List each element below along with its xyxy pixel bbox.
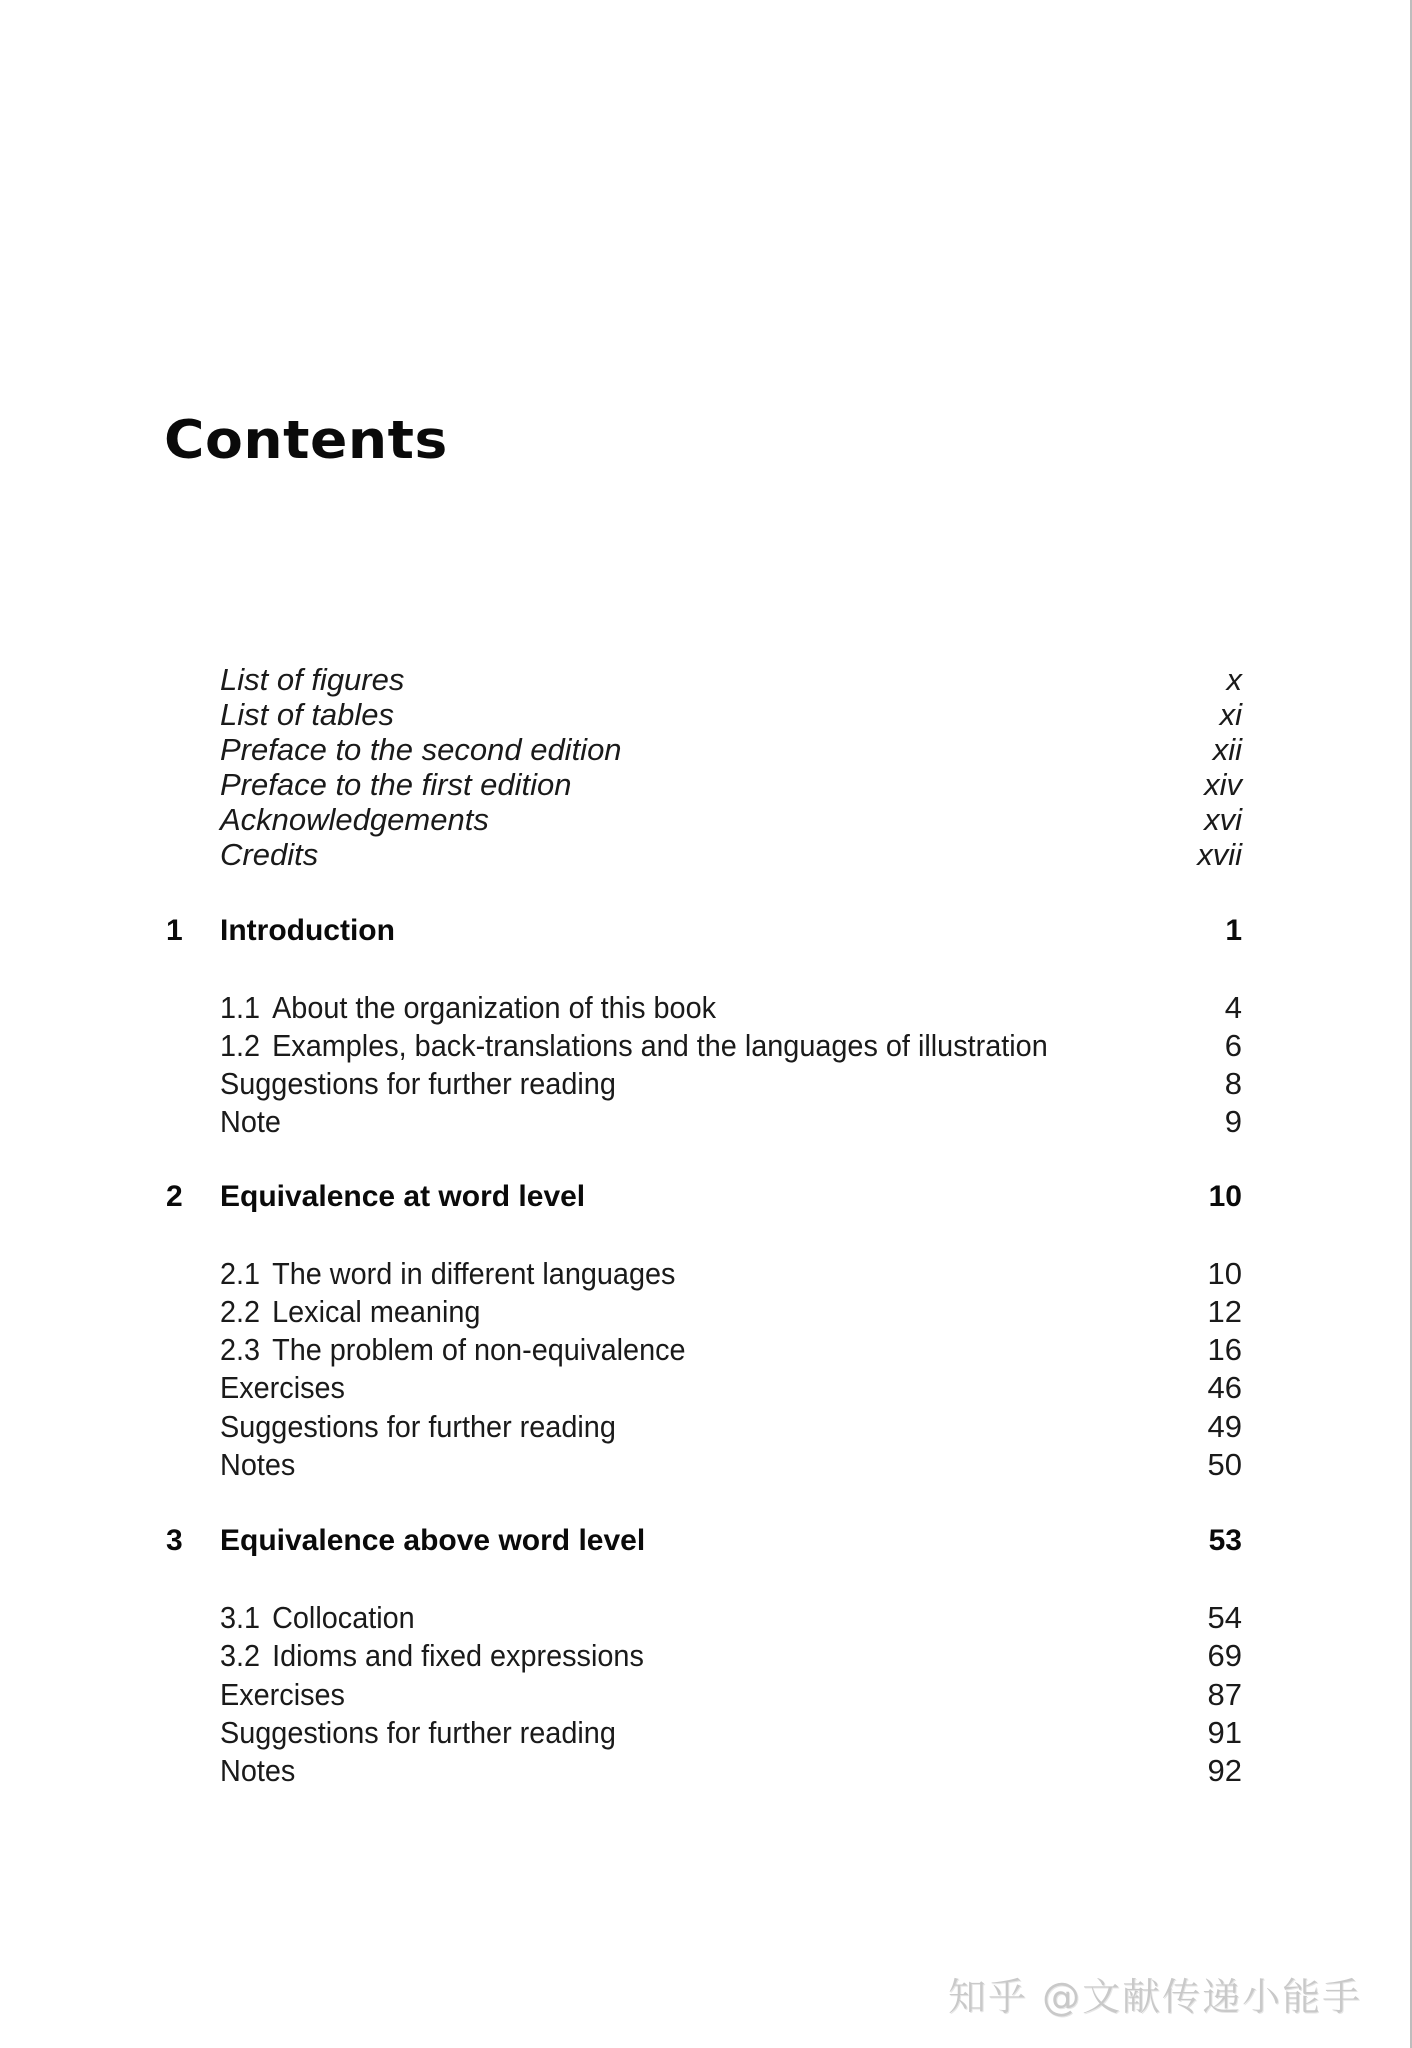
toc-entry-2-3[interactable] [0, 1330, 1412, 1370]
toc-entry-2-further-reading[interactable] [0, 1407, 1412, 1447]
chapter-heading-2[interactable] [0, 1177, 1412, 1217]
toc-entry-3-exercises[interactable] [0, 1675, 1412, 1715]
chapter-title: Introduction [220, 914, 395, 947]
toc-entry-preface-second-edition[interactable] [0, 730, 1412, 770]
chapter-number: 3 [166, 1524, 183, 1557]
toc-entry-label [220, 1254, 675, 1294]
toc-entry-label: Suggestions for further reading [220, 1409, 616, 1444]
toc-entry-page: 50 [1207, 1447, 1242, 1482]
chapter-page: 10 [1208, 1180, 1242, 1213]
section-number: 1.2 [220, 1028, 261, 1063]
toc-entry-label [220, 1026, 1048, 1066]
chapter-page: 1 [1225, 914, 1242, 947]
toc-entry-2-exercises[interactable] [0, 1368, 1412, 1408]
section-number: 2.1 [220, 1256, 261, 1291]
toc-entry-1-note[interactable] [0, 1102, 1412, 1142]
section-number: 1.1 [220, 990, 261, 1025]
chapter-heading-1[interactable] [0, 911, 1412, 951]
chapter-title: Equivalence above word level [220, 1524, 646, 1557]
toc-entry-page: x [1226, 662, 1242, 697]
section-number: 3.1 [220, 1600, 261, 1635]
toc-entry-page: 9 [1224, 1104, 1242, 1139]
toc-entry-2-notes[interactable] [0, 1445, 1412, 1485]
toc-entry-1-further-reading[interactable] [0, 1064, 1412, 1104]
page-title: Contents [164, 409, 448, 471]
toc-entry-label: List of figures [220, 662, 405, 697]
toc-entry-label: Suggestions for further reading [220, 1066, 616, 1101]
toc-entry-label: Exercises [220, 1370, 345, 1405]
toc-entry-page: 12 [1207, 1294, 1242, 1329]
toc-entry-page: 16 [1207, 1332, 1242, 1367]
toc-entry-page: xi [1219, 697, 1242, 732]
toc-entry-list-of-tables[interactable] [0, 695, 1412, 735]
toc-entry-label [220, 988, 716, 1028]
section-title: The word in different languages [272, 1256, 676, 1291]
toc-entry-label: Suggestions for further reading [220, 1715, 616, 1750]
section-number: 3.2 [220, 1638, 261, 1673]
toc-entry-page: 69 [1207, 1638, 1242, 1673]
toc-entry-label: List of tables [220, 697, 395, 732]
section-number: 2.3 [220, 1332, 261, 1367]
toc-entry-label [220, 1330, 686, 1370]
toc-entry-page: 91 [1207, 1715, 1242, 1750]
toc-entry-label: Credits [220, 837, 319, 872]
chapter-page: 53 [1208, 1524, 1242, 1557]
toc-entry-3-further-reading[interactable] [0, 1713, 1412, 1753]
chapter-number: 2 [166, 1180, 183, 1213]
watermark-text: 知乎 @文献传递小能手 [948, 1975, 1363, 2019]
toc-entry-3-notes[interactable] [0, 1751, 1412, 1791]
chapter-heading-3[interactable] [0, 1521, 1412, 1561]
toc-entry-label: Exercises [220, 1677, 345, 1712]
toc-entry-page: 6 [1224, 1028, 1242, 1063]
toc-entry-3-1[interactable] [0, 1598, 1412, 1638]
toc-entry-label [220, 1598, 415, 1638]
chapter-number: 1 [166, 914, 183, 947]
toc-entry-page: 49 [1207, 1409, 1242, 1444]
section-title: Examples, back-translations and the languages of illustration [272, 1028, 1048, 1063]
toc-entry-label [220, 1292, 480, 1332]
toc-entry-2-1[interactable] [0, 1254, 1412, 1294]
section-number: 2.2 [220, 1294, 261, 1329]
toc-entry-label: Notes [220, 1447, 296, 1482]
section-title: Lexical meaning [272, 1294, 481, 1329]
toc-entry-1-1[interactable] [0, 988, 1412, 1028]
toc-entry-page: xvii [1197, 837, 1242, 872]
toc-entry-list-of-figures[interactable] [0, 660, 1412, 700]
toc-entry-label [220, 1636, 644, 1676]
toc-entry-label: Preface to the first edition [220, 767, 572, 802]
toc-entry-preface-first-edition[interactable] [0, 765, 1412, 805]
section-title: About the organization of this book [272, 990, 717, 1025]
section-title: Collocation [272, 1600, 415, 1635]
chapter-title: Equivalence at word level [220, 1180, 586, 1213]
toc-entry-page: 8 [1224, 1066, 1242, 1101]
toc-entry-acknowledgements[interactable] [0, 800, 1412, 840]
toc-entry-2-2[interactable] [0, 1292, 1412, 1332]
toc-entry-label: Preface to the second edition [220, 732, 622, 767]
toc-entry-label: Acknowledgements [220, 802, 489, 837]
section-title: The problem of non-equivalence [272, 1332, 686, 1367]
toc-entry-page: 54 [1207, 1600, 1242, 1635]
toc-entry-page: 87 [1207, 1677, 1242, 1712]
toc-entry-page: xvi [1204, 802, 1242, 837]
toc-entry-page: 10 [1207, 1256, 1242, 1291]
toc-entry-3-2[interactable] [0, 1636, 1412, 1676]
toc-entry-page: xii [1212, 732, 1242, 767]
toc-entry-label: Notes [220, 1753, 296, 1788]
toc-entry-page: xiv [1204, 767, 1242, 802]
toc-entry-1-2[interactable] [0, 1026, 1412, 1066]
section-title: Idioms and fixed expressions [272, 1638, 644, 1673]
toc-entry-page: 92 [1207, 1753, 1242, 1788]
toc-entry-credits[interactable] [0, 835, 1412, 875]
toc-entry-page: 4 [1224, 990, 1242, 1025]
toc-entry-label: Note [220, 1104, 281, 1139]
toc-entry-page: 46 [1207, 1370, 1242, 1405]
